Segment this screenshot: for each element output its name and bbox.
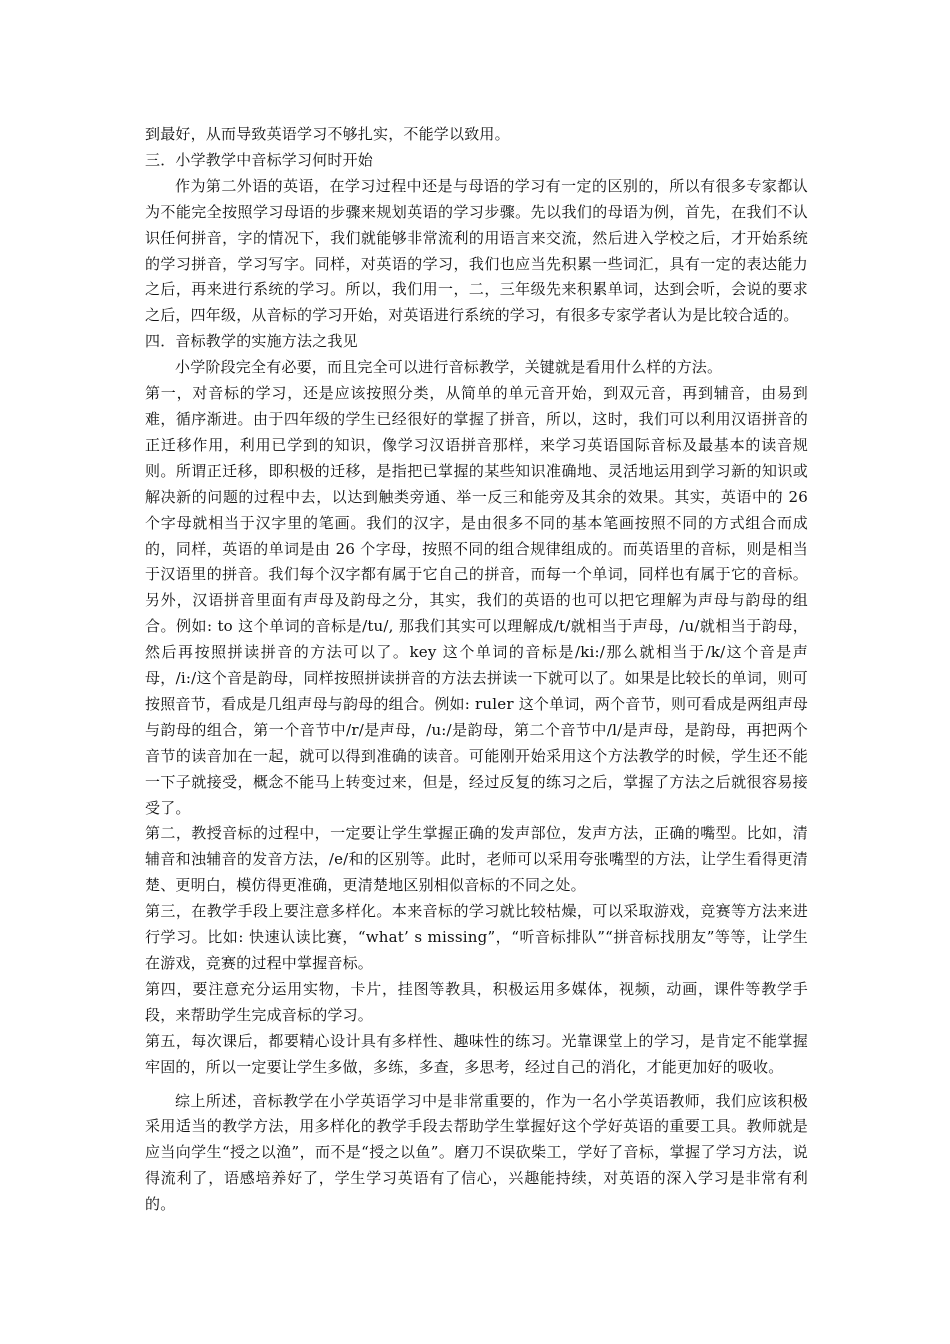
section-heading-3: 三．小学教学中音标学习何时开始: [145, 150, 374, 169]
paragraph-method-5: 第五，每次课后，都要精心设计具有多样性、趣味性的练习。光靠课堂上的学习，是肯定不能掌握牢固的，所以一定要让学生多做，多练，多查，多思考，经过自己的消化，才能更加好的吸收。: [145, 1031, 808, 1076]
paragraph-method-4: 第四，要注意充分运用实物，卡片，挂图等教具，积极运用多媒体，视频，动画，课件等教学手段，来帮助学生完成音标的学习。: [145, 979, 808, 1024]
paragraph-intro-methods: 小学阶段完全有必要，而且完全可以进行音标教学，关键就是看用什么样的方法。: [175, 358, 723, 377]
paragraph-method-2: 第二，教授音标的过程中，一定要让学生掌握正确的发声部位，发声方法，正确的嘴型。比如，清辅音和浊辅音的发音方法，/e/和的区别等。此时，老师可以采用夸张嘴型的方法，让学生看得更清楚、更明白，模仿得更准确，更清楚地区别相似音标的不同之处。: [145, 824, 808, 895]
paragraph-when-to-start: 作为第二外语的英语，在学习过程中还是与母语的学习有一定的区别的，所以有很多专家都认为不能完全按照学习母语的步骤来规划英语的学习步骤。先以我们的母语为例，首先，在我们不认识任何拼音，字的情况下，我们就能够非常流利的用语言来交流，然后进入学校之后，才开始系统的学习拼音，学习写字。同样，对英语的学习，我们也应当先积累一些词汇，具有一定的表达能力之后，再来进行系统的学习。所以，我们用一，二，三年级先来积累单词，达到会听，会说的要求之后，四年级，从音标的学习开始，对英语进行系统的学习，有很多专家学者认为是比较合适的。: [145, 176, 808, 325]
document-body: [145, 122, 808, 1218]
paragraph-continuation: 到最好，从而导致英语学习不够扎实，不能学以致用。: [145, 125, 510, 143]
paragraph-conclusion: 综上所述，音标教学在小学英语学习中是非常重要的，作为一名小学英语教师，我们应该积极采用适当的教学方法，用多样化的教学手段去帮助学生掌握好这个学好英语的重要工具。教师就是应当向学生“授之以渔”，而不是“授之以鱼”。磨刀不误砍柴工，学好了音标，掌握了学习方法，说得流利了，语感培养好了，学生学习英语有了信心，兴趣能持续，对英语的深入学习是非常有利的。: [145, 1091, 808, 1214]
paragraph-method-3: 第三，在教学手段上要注意多样化。本来音标的学习就比较枯燥，可以采取游戏，竞赛等方法来进行学习。比如: 快速认读比赛，“what’ s missing”，“听音标排队”“拼音标找朋友”等等，让学生在游戏，竞赛的过程中掌握音标。: [145, 902, 808, 972]
paragraph-method-1: 第一，对音标的学习，还是应该按照分类，从简单的单元音开始，到双元音，再到辅音，由易到难，循序渐进。由于四年级的学生已经很好的掌握了拼音，所以，这时，我们可以利用汉语拼音的正迁移作用，利用已学到的知识，像学习汉语拼音那样，来学习英语国际音标及最基本的读音规则。所谓正迁移，即积极的迁移，是指把已掌握的某些知识准确地、灵活地运用到学习新的知识或解决新的问题的过程中去，以达到触类旁通、举一反三和能旁及其余的效果。其实，英语中的 26 个字母就相当于汉字里的笔画。我们的汉字，是由很多不同的基本笔画按照不同的方式组合而成的，同样，英语的单词是由 26 个字母，按照不同的组合规律组成的。而英语里的音标，则是相当于汉语里的拼音。我们每个汉字都有属于它自己的拼音，而每一个单词，同样也有属于它的音标。另外，汉语拼音里面有声母及韵母之分，其实，我们的英语的也可以把它理解为声母与韵母的组合。例如: to 这个单词的音标是/tu/, 那我们其实可以理解成/t/就相当于声母，/u/就相当于韵母，然后再按照拼读拼音的方法可以了。key 这个单词的音标是/ki:/那么就相当于/k/这个音是声母，/i:/这个音是韵母，同样按照拼读拼音的方法去拼读一下就可以了。如果是比较长的单词，则可按照音节，看成是几组声母与韵母的组合。例如: ruler 这个单词，两个音节，则可看成是两组声母与韵母的组合，第一个音节中/r/是声母，/u:/是韵母，第二个音节中/l/是声母，是韵母，再把两个音节的读音加在一起，就可以得到准确的读音。可能刚开始采用这个方法教学的时候，学生还不能一下子就接受，概念不能马上转变过来，但是，经过反复的练习之后，掌握了方法之后就很容易接受了。: [145, 384, 808, 817]
section-heading-4: 四．音标教学的实施方法之我见: [145, 332, 358, 351]
